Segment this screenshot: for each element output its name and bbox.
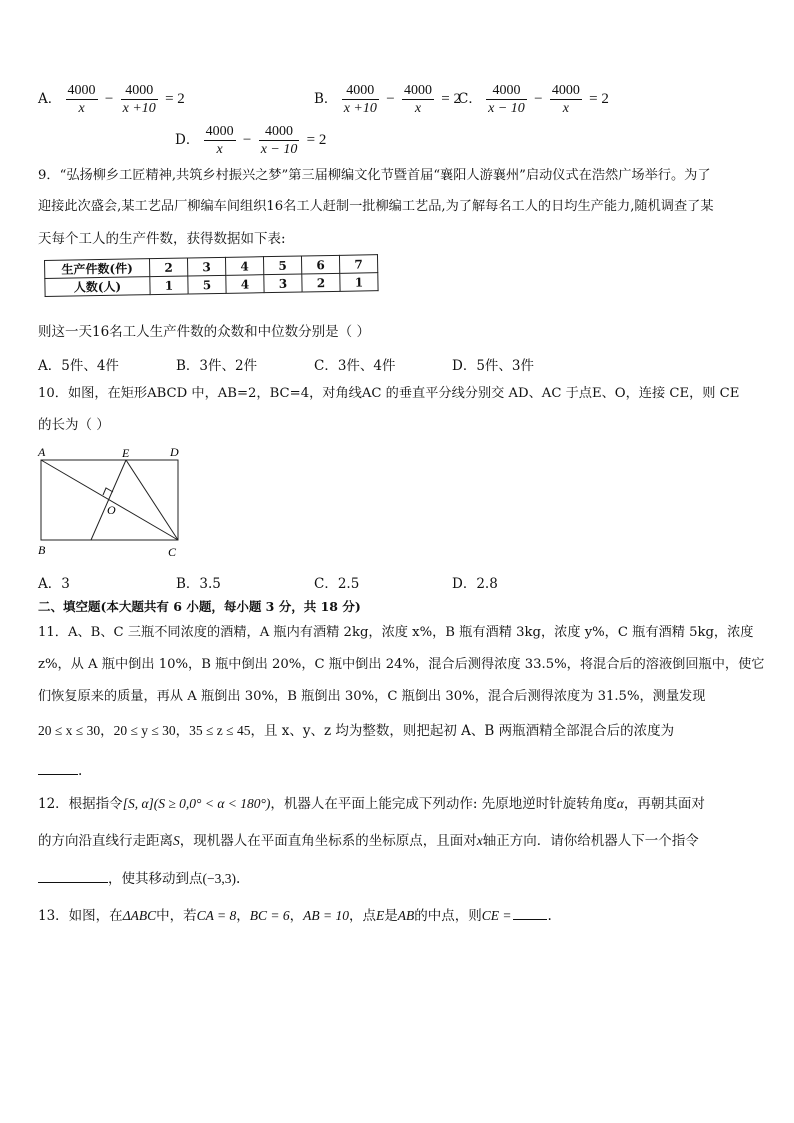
table-cell: 4 bbox=[225, 257, 263, 276]
label-o: O bbox=[107, 503, 116, 517]
table-cell: 1 bbox=[150, 276, 188, 295]
q8-option-a: A． $\frac{4000}{x}$ − $\frac{4000}{x +10}$ = 2 bbox=[38, 83, 185, 116]
q11-line-1: 11．A、B、C 三瓶不同浓度的酒精，A 瓶内有酒精 2kg，浓度 x%，B 瓶有酒精 3kg，浓度 y%，C 瓶有酒精 5kg，浓度 bbox=[38, 625, 754, 640]
fraction: $\frac{4000}{x +10}$ bbox=[122, 83, 156, 116]
table-cell: 5 bbox=[188, 275, 226, 294]
q8-option-c: C． $\frac{4000}{x - 10}$ − $\frac{4000}{x}$ = 2 bbox=[458, 83, 609, 116]
option-label: D． bbox=[175, 132, 200, 148]
label-b: B bbox=[38, 543, 46, 557]
label-d: D bbox=[170, 445, 179, 459]
fraction: $\frac{4000}{x +10}$ bbox=[343, 83, 377, 116]
rectangle-figure bbox=[36, 444, 196, 560]
fraction: $\frac{4000}{x - 10}$ bbox=[488, 83, 525, 116]
q10-line-1: 10．如图，在矩形ABCD 中，AB=2，BC=4，对角线AC 的垂直平分线分别交 AD、AC 于点E、O，连接 CE，则 CE bbox=[38, 386, 740, 401]
q10-option-d: D．2.8 bbox=[452, 576, 498, 592]
q10-option-a: A．3 bbox=[38, 576, 70, 592]
q9-line-3: 天每个工人的生产件数，获得数据如下表: bbox=[38, 231, 286, 247]
table-cell: 6 bbox=[301, 255, 339, 274]
inequalities: 20 ≤ x ≤ 30，20 ≤ y ≤ 30，35 ≤ z ≤ 45 bbox=[38, 723, 251, 738]
q11-line-4 bbox=[38, 722, 674, 740]
q9-option-d: D．5件、3件 bbox=[452, 358, 535, 374]
answer-blank[interactable] bbox=[513, 905, 547, 920]
table-cell: 2 bbox=[302, 273, 340, 292]
label-a: A bbox=[38, 445, 46, 459]
table-cell: 5 bbox=[263, 256, 301, 275]
alpha-symbol: α bbox=[616, 796, 624, 811]
q13-line: 13．如图，在ΔABC中，若CA = 8，BC = 6，AB = 10，点E是AB的中点，则CE = . bbox=[38, 905, 552, 925]
q9-line-1: 9．“弘扬柳乡工匠精神,共筑乡村振兴之梦”第三届柳编文化节暨首届“襄阳人游襄州”启动仪式在浩然广场举行。为了 bbox=[38, 168, 711, 183]
fraction: $\frac{4000}{x}$ bbox=[205, 124, 234, 157]
table-cell: 7 bbox=[339, 255, 377, 274]
q9-option-b: B．3件、2件 bbox=[176, 358, 258, 374]
q11-line-3: 们恢复原来的质量，再从 A 瓶倒出 30%，B 瓶倒出 30%，C 瓶倒出 30%，混合后测得浓度为 31.5%，测量发现 bbox=[38, 689, 706, 704]
table-cell: 4 bbox=[226, 275, 264, 294]
q8-option-d: D． $\frac{4000}{x}$ − $\frac{4000}{x - 10}$ = 2 bbox=[175, 124, 327, 157]
q8-option-b: B． $\frac{4000}{x +10}$ − $\frac{4000}{x}$ = 2 bbox=[314, 83, 461, 116]
q12-line-3: ，使其移动到点(−3,3). bbox=[38, 868, 240, 888]
q12-line-2: 的方向沿直线行走距离S，现机器人在平面直角坐标系的坐标原点，且面对x轴正方向．请你给机器人下一个指令 bbox=[38, 833, 699, 849]
section-heading: 二、填空题(本大题共有 6 小题，每小题 3 分，共 18 分) bbox=[38, 599, 361, 614]
q9-option-c: C．3件、4件 bbox=[314, 358, 396, 374]
fraction: $\frac{4000}{x - 10}$ bbox=[260, 124, 298, 157]
table-header-cell: 生产件数(件) bbox=[45, 259, 150, 279]
segment-ce bbox=[126, 460, 178, 540]
q10-option-c: C．2.5 bbox=[314, 576, 360, 592]
q11-line-2: z%，从 A 瓶中倒出 10%，B 瓶中倒出 20%，C 瓶中倒出 24%，混合后测得浓度 33.5%，将混合后的溶液倒回瓶中，使它 bbox=[38, 657, 765, 672]
q11-line-5: . bbox=[38, 760, 82, 780]
option-label: B． bbox=[314, 91, 338, 107]
fraction: $\frac{4000}{x}$ bbox=[551, 83, 580, 116]
option-label: A． bbox=[38, 91, 62, 107]
fraction: $\frac{4000}{x}$ bbox=[67, 83, 96, 116]
table-cell: 3 bbox=[187, 257, 225, 276]
fraction: $\frac{4000}{x}$ bbox=[403, 83, 432, 116]
q10-option-b: B．3.5 bbox=[176, 576, 221, 592]
q9-line-2: 迎接此次盛会,某工艺品厂柳编车间组织16名工人赶制一批柳编工艺品,为了解每名工人的日均生产能力,随机调查了某 bbox=[38, 199, 714, 214]
label-e: E bbox=[122, 446, 130, 460]
perpendicular-bisector bbox=[91, 460, 126, 540]
label-c: C bbox=[168, 545, 177, 559]
command-formula: [S, α](S ≥ 0,0° < α < 180°) bbox=[122, 796, 271, 811]
q9-question: 则这一天16名工人生产件数的众数和中位数分别是（ ） bbox=[38, 324, 370, 340]
table-cell: 1 bbox=[340, 273, 378, 292]
table-cell: 2 bbox=[149, 258, 187, 277]
target-point: (−3,3) bbox=[202, 871, 236, 886]
table-cell: 3 bbox=[264, 274, 302, 293]
diagonal-ac bbox=[41, 460, 178, 540]
answer-blank[interactable] bbox=[38, 868, 108, 883]
q9-data-table bbox=[44, 254, 379, 297]
table-header-cell: 人数(人) bbox=[45, 277, 150, 297]
answer-blank[interactable] bbox=[38, 760, 78, 775]
option-label: C． bbox=[458, 91, 482, 107]
q11-line-4-text: ，且 x、y、z 均为整数，则把起初 A、B 两瓶酒精全部混合后的浓度为 bbox=[250, 723, 675, 739]
q12-line-1: 12．根据指令[S, α](S ≥ 0,0° < α < 180°)，机器人在平面上能完成下列动作: 先原地逆时针旋转角度α，再朝其面对 bbox=[38, 796, 705, 812]
q10-line-2: 的长为（ ） bbox=[38, 417, 110, 433]
q9-option-a: A．5件、4件 bbox=[38, 358, 119, 374]
